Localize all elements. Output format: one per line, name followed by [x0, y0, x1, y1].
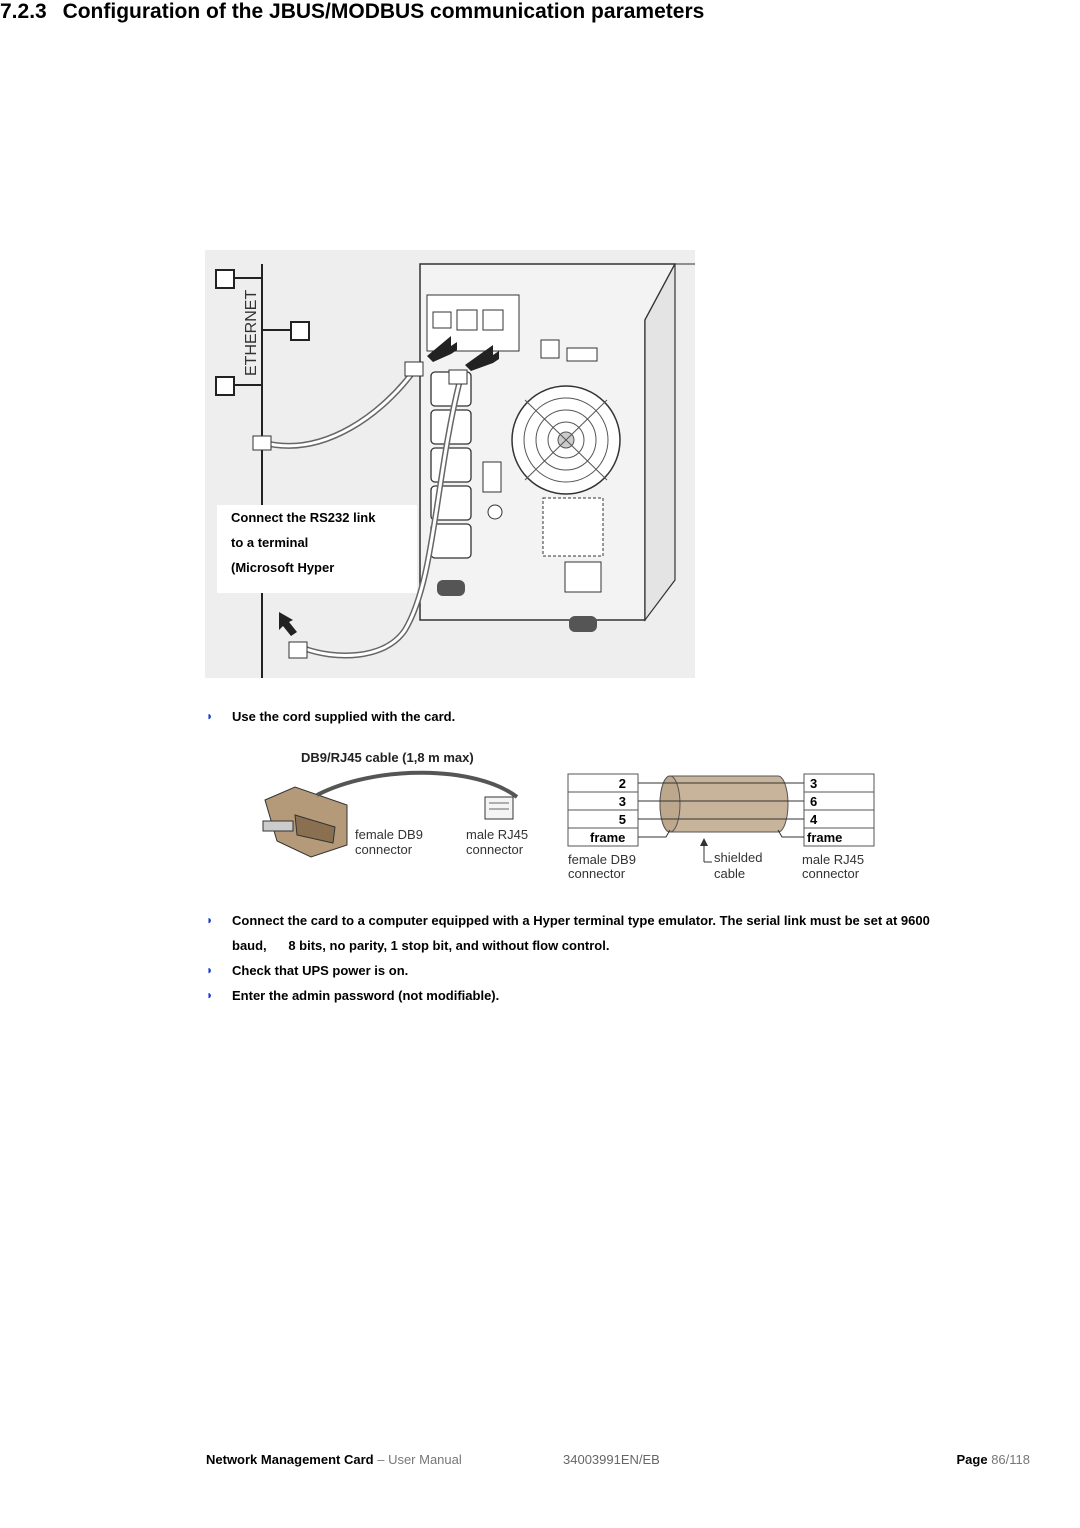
left-pin: 5	[618, 812, 626, 827]
section-title: Configuration of the JBUS/MODBUS communication parameters	[62, 0, 705, 23]
bullet-marker: ◗	[206, 913, 214, 927]
footer-page	[957, 1452, 1031, 1467]
footer-page-num: 86/118	[991, 1452, 1030, 1467]
right-pin: 3	[810, 776, 818, 791]
bullet-marker: ◗	[206, 988, 214, 1002]
section-number: 7.2.3	[0, 0, 47, 23]
cable-photo-figure	[255, 745, 545, 863]
left-pin: 2	[618, 776, 626, 791]
bullet-text: Use the cord supplied with the card.	[232, 709, 456, 724]
shielded-sublabel: cable	[714, 866, 746, 881]
shielded-label: shielded	[714, 850, 763, 865]
right-pin: 6	[810, 794, 818, 809]
section-heading	[0, 0, 1080, 24]
bullet-text: Enter the admin password (not modifiable).	[232, 988, 500, 1003]
footer-title	[206, 1452, 462, 1467]
callout-line: to a terminal	[231, 535, 309, 550]
ethernet-label: ETHERNET	[243, 289, 260, 376]
diagram-right-sublabel: connector	[802, 866, 860, 881]
footer-product: Network Management Card	[206, 1452, 374, 1467]
callout-line: Connect the RS232 link	[231, 510, 376, 525]
right-pin: 4	[810, 812, 818, 827]
bullet-text: Connect the card to a computer equipped with a Hyper terminal type emulator. The serial link must be set at 9600	[232, 913, 930, 928]
ups-connection-figure	[205, 250, 695, 678]
callout-line: (Microsoft Hyper	[231, 560, 335, 575]
rs232-callout	[217, 505, 417, 593]
left-pin: 3	[618, 794, 626, 809]
female-db9-sublabel: connector	[355, 842, 413, 857]
diagram-right-label: male RJ45	[802, 852, 865, 867]
bullet-marker: ◗	[206, 709, 214, 723]
footer-manual: User Manual	[388, 1452, 462, 1467]
diagram-left-label: female DB9	[568, 852, 636, 867]
footer-page-label: Page	[956, 1452, 988, 1467]
bullet-text: baud, 8 bits, no parity, 1 stop bit, and without flow control.	[232, 938, 610, 953]
cable-title: DB9/RJ45 cable (1,8 m max)	[301, 750, 474, 765]
footer-dash: –	[373, 1452, 389, 1467]
bullet-marker: ◗	[206, 963, 214, 977]
male-rj45-label: male RJ45	[466, 827, 529, 842]
bullet-text: Check that UPS power is on.	[232, 963, 409, 978]
wiring-diagram	[566, 770, 878, 886]
footer-doc-ref: 34003991EN/EB	[563, 1452, 660, 1467]
left-pin: frame	[590, 830, 626, 845]
right-pin: frame	[807, 830, 843, 845]
male-rj45-sublabel: connector	[466, 842, 524, 857]
female-db9-label: female DB9	[355, 827, 423, 842]
diagram-left-sublabel: connector	[568, 866, 626, 881]
